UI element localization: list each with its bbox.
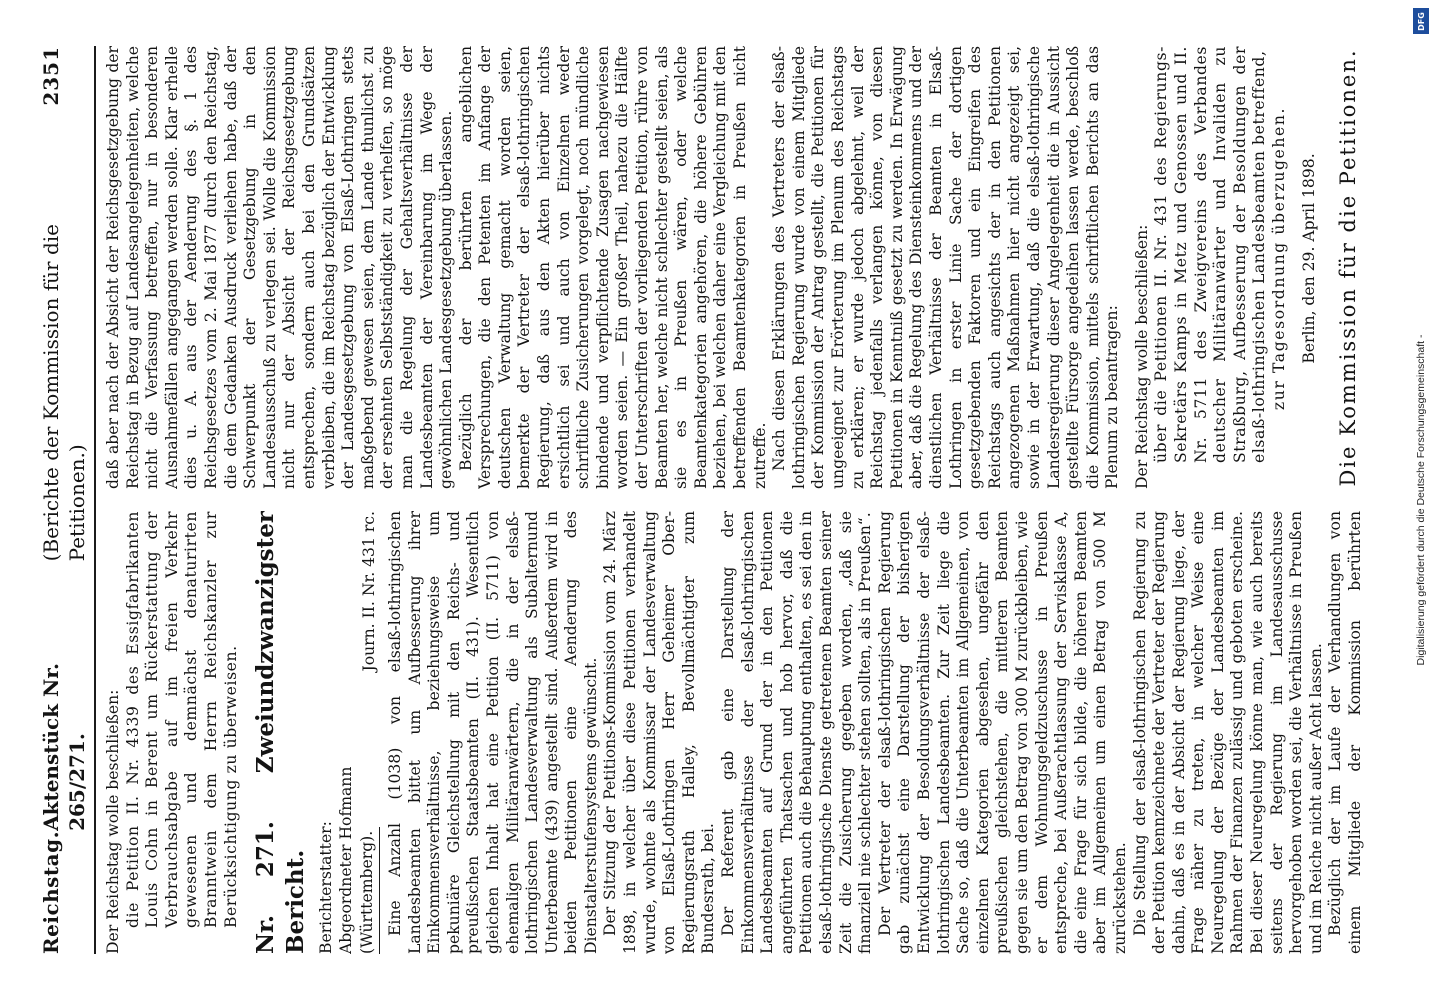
dfg-logo-text: DFG xyxy=(1416,11,1426,31)
paragraph: Der Referent gab eine Darstellung der Einkommensverhältnisse der elsaß-lothringischen Landesbeamten auf Grund der in den Petitionen angeführten Thatsachen und hob hervor, daß die Petitionen auch die Behauptung enthalten, es sei den in elsaß-lothringische Dienste getretenen Beamten seiner Zeit die Zusicherung gegeben worden, „daß sie finanziell nie schlechter stehen sollten, als in Preußen“. xyxy=(719,511,875,954)
report-number: Nr. 271. xyxy=(252,821,280,954)
running-head xyxy=(38,46,96,954)
reporter-label: Berichterstatter: xyxy=(317,821,336,954)
resolution-text: über die Petitionen II. Nr. 431 des Regierungs-Sekretärs Kamps in Metz und Genossen und II. Nr. 5711 des Zweigvereins des Verbandes deutscher Militäranwärter und Invaliden zu Straßburg, Aufbesserung der Besoldungen der elsaß-lothringischen Landesbeamten betreffend, xyxy=(1152,46,1269,463)
dateline: Berlin, den 29. April 1898. xyxy=(1299,153,1318,364)
resolution-conclusion: zur Tagesordnung überzugehen. xyxy=(1270,106,1289,411)
committee-title: Die Kommission für die Petitionen. xyxy=(1336,48,1361,487)
paragraph: Die Stellung der elsaß-lothringischen Regierung zu der Petition kennzeichnete der Vertreter der Regierung dahin, daß es in der Absicht der Regierung liege, der Frage näher zu treten, in welcher Weise eine Neuregelung der Bezüge der Landesbeamten im Rahmen der Finanzen zulässig und geboten erscheine. Bei dieser Neuregelung könne man, wie auch bereits seitens der Regierung im Landesausschusse hervorgehoben worden sei, die Verhältnisse in Preußen und im Reiche nicht außer Acht lassen. xyxy=(1130,511,1325,954)
credit-text: Digitalisierung gefördert durch die Deutsche Forschungsgemeinschaft - xyxy=(1415,334,1427,666)
journal-number: Journ. II. Nr. 431 rc. xyxy=(360,511,379,672)
report-heading xyxy=(251,511,311,954)
paragraph: Der Vertreter der elsaß-lothringischen Regierung gab zunächst eine Darstellung der bisherigen Entwicklung der Besoldungsverhältnisse der elsaß-lothringischen Landesbeamten. Zur Zeit liege die Sache so, daß die Unterbeamten im Allgemeinen, von einzelnen Kategorien abgesehen, ungefähr den preußischen gleichstehen, die mittleren Beamten gegen sie um den Betrag von 300 M zurückbleiben, wie er dem Wohnungsgeldzuschusse in Preußen entspreche, bei Außerachtlassung der Servisklasse A, die eine Frage für sich bilde, die höheren Beamten aber im Allgemeinen um einen Betrag von 500 M zurückstehen. xyxy=(875,511,1129,954)
header-center: (Berichte der Kommission für die Petitionen.) xyxy=(39,223,89,562)
report-title: Zweiundzwanzigster Bericht. xyxy=(252,511,310,954)
column-left xyxy=(104,511,1364,954)
paragraph: Nach diesen Erklärungen des Vertreters der elsaß-lothringischen Regierung wurde von einem Mitgliede der Kommission der Antrag gestellt, die Petitionen für ungeeignet zur Erörterung im Plenum des Reichstags zu erklären; er wurde jedoch abgelehnt, weil der Reichstag jedenfalls verlangen könne, von diesen Petitionen in Kenntniß gesetzt zu werden. In Erwägung aber, daß die Regelung des Diensteinkommens und der dienstlichen Verhältnisse der Beamten in Elsaß-Lothringen in erster Linie Sache der dortigen gesetzgebenden Faktoren und ein Eingreifen des Reichstags auch angesichts der in den Petitionen angezogenen Maßnahmen hier nicht angezeigt sei, sowie in der Erwartung, daß die elsaß-lothringische Landesregierung dieser Angelegenheit die in Aussicht gestellte Fürsorge angedeihen lassen werde, beschloß die Kommission, mittels schriftlichen Berichts an das Plenum zu beantragen: xyxy=(770,46,1122,489)
dfg-logo xyxy=(1413,8,1429,34)
paragraph: Eine Anzahl (1038) von elsaß-lothringischen Landesbeamten bittet um Aufbesserung ihrer Einkommensverhältnisse, beziehungsweise um pekuniäre Gleichstellung mit den Reichs- und preußischen Staatsbeamten (II. 431). Wesentlich gleichen Inhalt hat eine Petition (II. 5711) von ehemaligen Militäranwärtern, die in der elsaß-lothringischen Landesverwaltung als Subalternund Unterbeamte (439) angestellt sind. Außerdem wird in beiden Petitionen eine Aenderung des Dienstalterstufensystems gewünscht. xyxy=(385,511,600,954)
resolution-intro: Der Reichstag wolle beschließen: xyxy=(1132,224,1151,489)
paragraph: daß aber nach der Absicht der Reichsgesetzgebung der Reichstag in Bezug auf Landesangelegenheiten, welche nicht die Verfassung betreffen, nur in besonderen Ausnahmefällen angegangen werden solle. Klar erhelle dies u. A. aus der Aenderung des §. 1 des Reichsgesetzes vom 2. Mai 1877 durch den Reichstag, die dem Gedanken Ausdruck verliehen habe, daß der Schwerpunkt der Gesetzgebung in den Landesausschuß zu verlegen sei. Wolle die Kommission nicht nur der Absicht der Reichsgesetzgebung entsprechen, sondern auch bei den Grundsätzen verbleiben, die im Reichstag bezüglich der Entwicklung der Landesgesetzgebung von Elsaß-Lothringen stets maßgebend gewesen seien, dem Lande thunlichst zu der ersehnten Selbstständigkeit zu verhelfen, so möge man die Regelung der Gehaltsverhältnisse der Landesbeamten der Vereinbarung im Wege der gewöhnlichen Landesgesetzgebung überlassen. xyxy=(104,46,456,489)
header-doc-ref: Aktenstück Nr. 265/271. xyxy=(39,663,89,831)
paragraph: Bezüglich der im Laufe der Verhandlungen von einem Mitgliede der Kommission berührten xyxy=(1326,511,1364,954)
paragraph: Bezüglich der berührten angeblichen Versprechungen, die den Petenten im Anfange der deutschen Verwaltung gemacht worden seien, bemerkte der Vertreter der elsaß-lothringischen Regierung, daß aus den Akten hierüber nichts ersichtlich sei und auch von Einzelnen weder schriftliche Zusicherungen vorgelegt, noch mündliche bindende und verpflichtende Zusagen nachgewiesen worden seien. — Ein großer Theil, nahezu die Hälfte der Unterschriften der vorliegenden Petition, rühre von Beamten her, welche nicht schlechter gestellt seien, als sie es in Preußen wären, oder welche Beamtenkategorien angehören, die höhere Gebühren beziehen, bei welchen daher eine Vergleichung mit den betreffenden Beamtenkategorien in Preußen nicht zutreffe. xyxy=(456,46,769,489)
digitization-credit xyxy=(1409,0,1434,1000)
journal-line xyxy=(358,511,380,954)
page-number: 2351 xyxy=(39,46,63,106)
paragraph: Der Sitzung der Petitions-Kommission vom 24. März 1898, in welcher über diese Petitionen verhandelt wurde, wohnte als Kommissar der Landesverwaltung von Elsaß-Lothringen Herr Geheimer Ober-Regierungsrath Halley, Bevollmächtigter zum Bundesrath, bei. xyxy=(601,511,718,954)
resolution-intro: Der Reichstag wolle beschließen: xyxy=(104,689,122,954)
reporter-name: Abgeordneter Hofmann xyxy=(336,766,355,954)
column-right xyxy=(104,46,1364,489)
reporter-place: (Württemberg). xyxy=(358,827,380,954)
text-columns xyxy=(104,46,1364,954)
resolution-text: die Petition II. Nr. 4339 des Essigfabrikanten Louis Cohn in Berent um Rückerstattung der Verbrauchsabgabe auf im freien Verkehr gewesenen und demnächst denaturirten Branntwein dem Herrn Reichskanzler zur Berücksichtigung zu überweisen. xyxy=(123,511,240,928)
header-left: Reichstag. xyxy=(39,830,63,954)
